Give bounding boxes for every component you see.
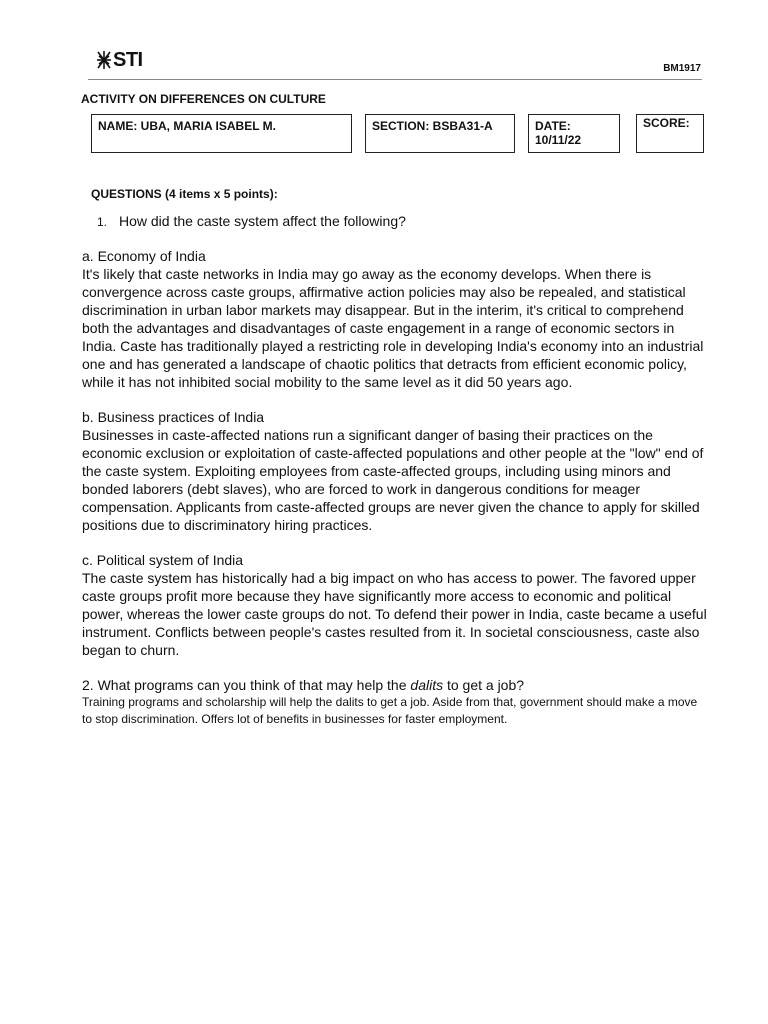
name-value: NAME: UBA, MARIA ISABEL M. xyxy=(98,119,276,133)
answer-section-economy xyxy=(82,247,710,391)
question-1-number: 1. xyxy=(97,215,108,229)
section-heading: b. Business practices of India xyxy=(82,409,265,425)
section-body: The caste system has historically had a big impact on who has access to power. The favored upper caste groups profit more because they have significantly more access to economic and political power, whereas the lower caste groups do not. To defend their power in India, caste became a useful instrument. Conflicts between people's castes resulted from it. In societal consciousness, caste also began to churn. xyxy=(82,570,707,658)
question-2-prefix: 2. What programs can you think of that may help the xyxy=(82,677,411,693)
score-label: SCORE: xyxy=(643,116,690,130)
question-2-emphasis: dalits xyxy=(410,677,444,693)
date-field xyxy=(528,114,620,153)
name-field xyxy=(91,114,352,153)
section-value: SECTION: BSBA31-A xyxy=(372,119,493,133)
questions-header: QUESTIONS (4 items x 5 points): xyxy=(91,187,278,201)
logo-text: STI xyxy=(113,48,143,71)
document-code: BM1917 xyxy=(663,63,701,74)
question-2-suffix: to get a job? xyxy=(443,677,525,693)
section-heading: a. Economy of India xyxy=(82,248,206,264)
section-body: It's likely that caste networks in India may go away as the economy develops. When there is convergence across caste groups, affirmative action policies may also be repealed, and statistical discrimination in urban labor markets may disappear. But in the interim, it's critical to comprehend both the advantages and disadvantages of caste engagement in a range of economic sectors in India. Caste has traditionally played a restricting role in developing India's economy into an industrial one and has generated a landscape of chaotic politics that detracts from efficient economic policy, while it has not inhibited social mobility to the same level as it did 50 years ago. xyxy=(82,266,704,390)
question-1-text: How did the caste system affect the following? xyxy=(119,213,406,229)
section-heading: c. Political system of India xyxy=(82,552,244,568)
answer-section-business xyxy=(82,408,710,534)
globe-icon xyxy=(96,48,112,72)
date-value: 10/11/22 xyxy=(535,133,582,147)
header-divider xyxy=(88,79,702,80)
date-label: DATE: xyxy=(535,119,571,133)
sti-logo xyxy=(96,48,143,72)
question-1 xyxy=(97,213,406,229)
answers-body xyxy=(82,247,710,728)
answer-section-politics xyxy=(82,551,710,659)
question-2-answer: Training programs and scholarship will help the dalits to get a job. Aside from that, government should make a move to stop discrimination. Offers lot of benefits in businesses for faster employment. xyxy=(82,695,698,726)
score-field xyxy=(636,114,704,153)
activity-title: ACTIVITY ON DIFFERENCES ON CULTURE xyxy=(81,92,326,106)
question-2 xyxy=(82,676,710,694)
section-field xyxy=(365,114,515,153)
section-body: Businesses in caste-affected nations run a significant danger of basing their practices on the economic exclusion or exploitation of caste-affected populations and other people at the "low" end of the caste system. Exploiting employees from caste-affected groups, including using minors and bonded laborers (debt slaves), who are forced to work in dangerous conditions for meager compensation. Applicants from caste-affected groups are never given the chance to apply for skilled positions due to discriminatory hiring practices. xyxy=(82,427,704,533)
